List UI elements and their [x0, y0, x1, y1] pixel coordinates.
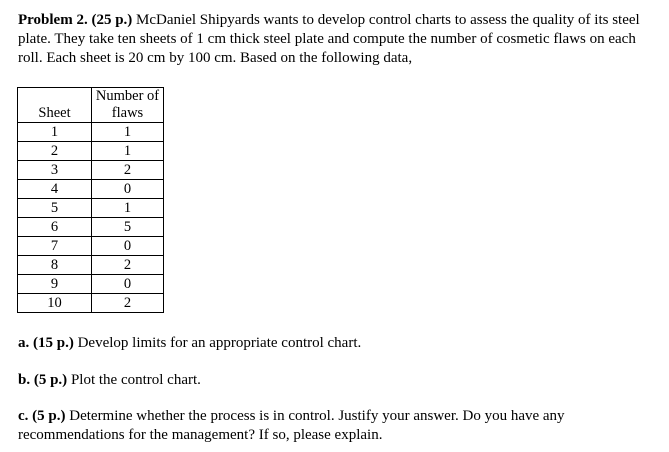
table-row	[18, 294, 164, 313]
table-header-row	[18, 88, 164, 123]
header-flaws-line1: Number of	[95, 88, 160, 104]
cell-sheet: 6	[18, 218, 92, 237]
question-b	[18, 371, 658, 390]
header-flaws-line2: flaws	[111, 105, 144, 121]
problem-statement	[18, 11, 658, 68]
cell-flaws: 1	[92, 142, 164, 161]
question-b-label: b. (5 p.)	[18, 372, 68, 388]
cell-flaws: 2	[92, 256, 164, 275]
cell-flaws: 5	[92, 218, 164, 237]
question-c-label: c. (5 p.)	[18, 408, 66, 424]
header-sheet: Sheet	[18, 88, 92, 123]
flaws-data-table	[17, 87, 164, 313]
cell-flaws: 1	[92, 123, 164, 142]
cell-flaws: 0	[92, 180, 164, 199]
cell-sheet: 4	[18, 180, 92, 199]
table-row	[18, 275, 164, 294]
cell-flaws: 2	[92, 294, 164, 313]
question-c	[18, 407, 658, 445]
cell-flaws: 0	[92, 275, 164, 294]
question-a	[18, 334, 658, 353]
cell-sheet: 2	[18, 142, 92, 161]
cell-sheet: 9	[18, 275, 92, 294]
question-b-text: Plot the control chart.	[70, 372, 201, 388]
cell-flaws: 0	[92, 237, 164, 256]
table-row	[18, 237, 164, 256]
cell-sheet: 1	[18, 123, 92, 142]
table-row	[18, 142, 164, 161]
cell-sheet: 10	[18, 294, 92, 313]
table-row	[18, 256, 164, 275]
table-row	[18, 161, 164, 180]
question-a-text: Develop limits for an appropriate control chart.	[77, 335, 362, 351]
problem-heading: Problem 2. (25 p.)	[18, 12, 133, 28]
cell-sheet: 3	[18, 161, 92, 180]
cell-sheet: 5	[18, 199, 92, 218]
table-row	[18, 218, 164, 237]
question-c-text: Determine whether the process is in control. Justify your answer. Do you have any recommendations for the management? If so, please explain.	[18, 408, 565, 443]
cell-flaws: 1	[92, 199, 164, 218]
cell-sheet: 7	[18, 237, 92, 256]
header-number-of-flaws	[92, 88, 164, 123]
table-row	[18, 123, 164, 142]
question-a-label: a. (15 p.)	[18, 335, 74, 351]
table-row	[18, 180, 164, 199]
cell-sheet: 8	[18, 256, 92, 275]
table-row	[18, 199, 164, 218]
problem-text: McDaniel Shipyards wants to develop control charts to assess the quality of its steel plate. They take ten sheets of 1 cm thick steel plate and compute the number of cosmetic flaws on each roll. Each sheet is 20 cm by 100 cm. Based on the following data,	[18, 12, 640, 66]
cell-flaws: 2	[92, 161, 164, 180]
